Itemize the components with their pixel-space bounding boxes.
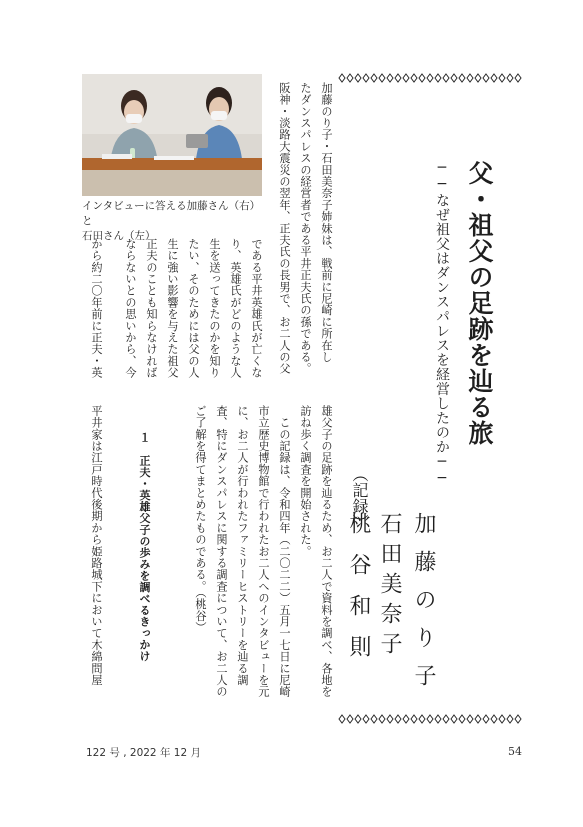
author-3: 桃谷和則 bbox=[346, 512, 371, 676]
body-column: から約二〇年前に正夫・英 bbox=[90, 238, 103, 379]
author-1: 加藤のり子 bbox=[411, 512, 436, 702]
body-column: 生を送ってきたのかを知り bbox=[208, 238, 221, 379]
body-column: 阪神・淡路大震災の翌年、正夫氏の長男で、お二人の父 bbox=[278, 82, 291, 375]
body-column: ならないとの思いから、今 bbox=[124, 238, 137, 379]
body-column: り、英雄氏がどのような人 bbox=[229, 238, 242, 379]
photo-caption-line-1: インタビューに答える加藤さん（右）と bbox=[82, 200, 261, 227]
role-label: （記録） bbox=[350, 466, 369, 530]
body-column: 雄父子の足跡を辿るため、お二人で資料を調べ、各地を bbox=[320, 405, 333, 698]
body-column: 正夫のことも知らなければ bbox=[145, 238, 158, 379]
photo-caption-line-2: 石田さん（左） bbox=[82, 230, 156, 242]
body-column: たダンスパレスの経営者である平井正夫氏の孫である。 bbox=[299, 82, 312, 375]
bottom-diamond-border bbox=[338, 714, 522, 724]
body-column: 平井家は江戸時代後期から姫路城下において木綿問屋 bbox=[90, 405, 103, 686]
author-2: 石田美奈子 bbox=[377, 512, 402, 662]
body-column: ご了解を得てまとめたものである。（桃谷） bbox=[194, 405, 207, 634]
article-subtitle: ──なぜ祖父はダンスパレスを経営したのか── bbox=[434, 160, 450, 487]
interview-photo bbox=[82, 74, 262, 196]
top-diamond-border bbox=[338, 73, 522, 83]
body-column: に、お二人が行われたファミリーヒストリーを辿る調 bbox=[236, 405, 249, 686]
page-number: 54 bbox=[508, 745, 522, 758]
article-title: 父・祖父の足跡を辿る旅 bbox=[465, 160, 494, 446]
body-column: 査、特にダンスパレスに関する調査について、お二人の bbox=[215, 405, 228, 698]
section-heading: １ 正夫・英雄父子の歩みを調べるきっかけ bbox=[138, 432, 151, 662]
body-column: 市立歴史博物館で行われたお二人へのインタビューを元 bbox=[257, 405, 270, 698]
body-column: 加藤のり子・石田美奈子姉妹は、戦前に尼崎に所在し bbox=[320, 82, 333, 363]
body-column: たい、そのためには父の人 bbox=[187, 238, 200, 379]
body-column: である平井英雄氏が亡くな bbox=[250, 238, 263, 379]
body-column: 訪ね歩く調査を開始された。 bbox=[299, 405, 312, 558]
issue-info: 122 号 , 2022 年 12 月 bbox=[86, 747, 201, 759]
body-column: 生に強い影響を与えた祖父 bbox=[166, 238, 179, 379]
body-column: この記録は、令和四年（二〇二二）五月一七日に尼崎 bbox=[278, 405, 291, 698]
